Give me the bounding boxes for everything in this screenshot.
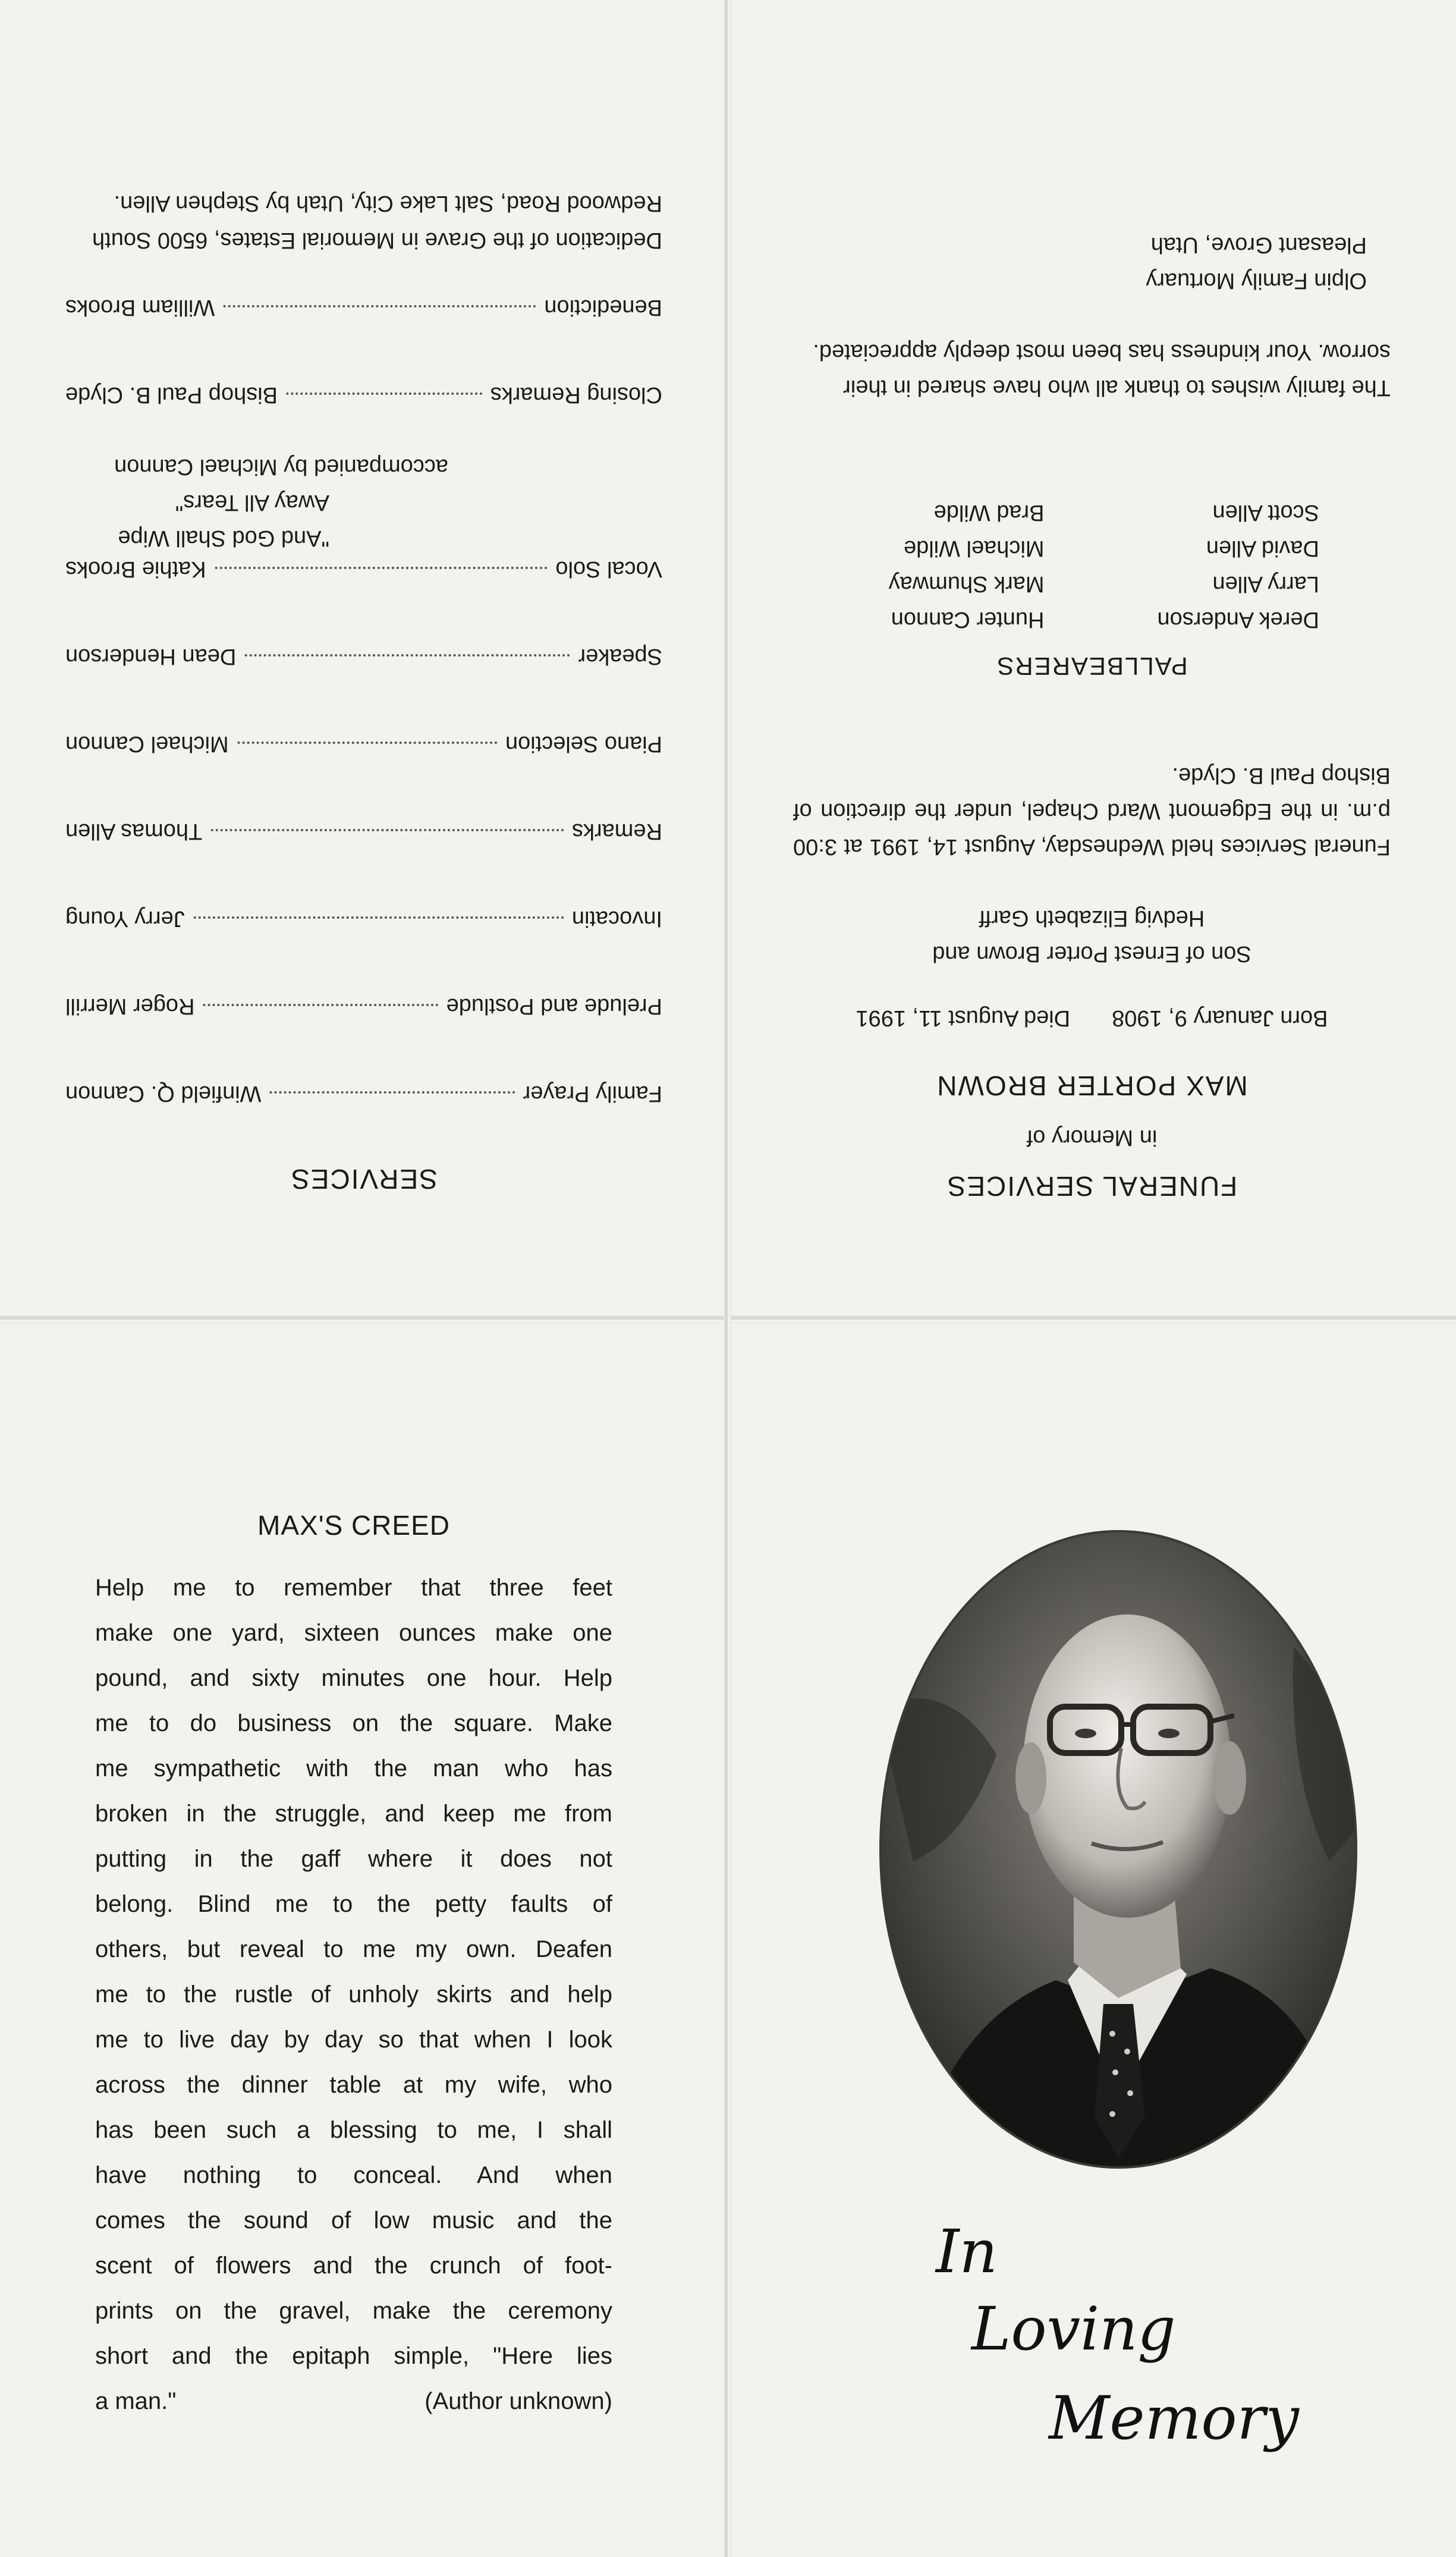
service-row	[65, 556, 662, 582]
funeral-title: FUNERAL SERVICES	[946, 1171, 1238, 1202]
pallbearer: David Allen	[1206, 536, 1319, 561]
service-person: Kathie Brooks	[65, 557, 206, 582]
creed-line: me sympathetic with the man who has	[95, 1755, 612, 1782]
creed-line: has been such a blessing to me, I shall	[95, 2117, 612, 2143]
script-memory: Memory	[1049, 2383, 1299, 2453]
service-label: Piano Selection	[505, 731, 662, 756]
creed-line: across the dinner table at my wife, who	[95, 2072, 612, 2098]
creed-line: pound, and sixty minutes one hour. Help	[95, 1665, 612, 1691]
parents-line: Son of Ernest Porter Brown and	[932, 941, 1251, 966]
pallbearers-title: PALLBEARERS	[996, 652, 1188, 680]
mortuary-name: Olpin Family Mortuary	[1146, 268, 1367, 293]
thank-you-note: The family wishes to thank all who have shared in their sorrow. Your kindness has been most deeply appreciated.	[813, 340, 1391, 400]
service-person: Michael Cannon	[65, 731, 229, 756]
service-details: Funeral Services held Wednesday, August 14, 1991 at 3:00 p.m. in the Edgemont Ward Chapel, under the direction of Bishop Paul B. Clyde.	[793, 763, 1391, 859]
creed-line: me to the rustle of unholy skirts and help	[95, 1981, 612, 2008]
pallbearer: Mark Shumway	[888, 571, 1045, 596]
creed-line: prints on the gravel, make the ceremony	[95, 2298, 612, 2324]
life-dates	[793, 1005, 1391, 1031]
service-label: Benediction	[544, 295, 662, 320]
portrait-photo	[878, 1528, 1359, 2170]
service-person: Dean Henderson	[65, 644, 237, 669]
service-row	[65, 818, 662, 844]
creed-author: (Author unknown)	[424, 2388, 612, 2414]
funeral-panel	[728, 0, 1456, 1319]
pallbearers-list	[793, 495, 1391, 637]
creed-line: me to do business on the square. Make	[95, 1710, 612, 1736]
service-label: Prelude and Postlude	[446, 994, 662, 1019]
service-row	[65, 643, 662, 669]
service-person: William Brooks	[65, 295, 215, 320]
services-title: SERVICES	[290, 1164, 438, 1195]
script-loving: Loving	[971, 2294, 1176, 2364]
script-in: In	[936, 2217, 998, 2286]
creed-line: belong. Blind me to the petty faults of	[95, 1891, 612, 1917]
pallbearer: Hunter Cannon	[891, 607, 1045, 632]
service-label: Family Prayer	[523, 1081, 662, 1106]
service-label: Vocal Solo	[555, 557, 662, 582]
creed-panel	[0, 1319, 728, 2557]
creed-line: putting in the gaff where it does not	[95, 1846, 612, 1872]
service-row	[65, 993, 662, 1019]
creed-line: others, but reveal to me my own. Deafen	[95, 1936, 612, 1962]
service-label: Remarks	[571, 819, 662, 844]
service-row	[65, 731, 662, 756]
service-row	[65, 906, 662, 931]
service-label: Invocatin	[571, 906, 662, 931]
creed-line: have nothing to conceal. And when	[95, 2162, 612, 2188]
creed-line: me to live day by day so that when I look	[95, 2027, 612, 2053]
vertical-fold	[724, 0, 731, 2557]
service-person: Winfield Q. Cannon	[65, 1081, 262, 1106]
deceased-name: MAX PORTER BROWN	[936, 1070, 1248, 1101]
service-person: Roger Merrill	[65, 994, 195, 1019]
creed-line: a man."	[95, 2388, 177, 2414]
service-row	[65, 1080, 662, 1106]
services-panel	[0, 0, 728, 1319]
service-person: Thomas Allen	[65, 819, 203, 844]
in-memory-of: in Memory of	[1026, 1125, 1158, 1150]
pallbearer: Michael Wilde	[903, 536, 1045, 561]
creed-line: short and the epitaph simple, "Here lies	[95, 2343, 612, 2369]
service-person: Jerry Young	[65, 906, 185, 931]
pallbearer: Brad Wilde	[933, 500, 1045, 525]
creed-body	[95, 1565, 612, 2379]
mortuary-location: Pleasant Grove, Utah	[1150, 233, 1367, 257]
creed-last-line	[95, 2379, 612, 2424]
service-row	[65, 294, 662, 320]
parents-line: Hedvig Elizabeth Garff	[979, 906, 1205, 931]
pallbearer: Derek Anderson	[1157, 607, 1319, 632]
creed-line: Help me to remember that three feet	[95, 1575, 612, 1601]
pallbearer: Larry Allen	[1212, 571, 1319, 596]
creed-line: broken in the struggle, and keep me from	[95, 1801, 612, 1827]
vocal-accompany: accompanied by Michael Cannon	[114, 454, 448, 479]
died-date: Died August 11, 1991	[856, 1006, 1071, 1031]
creed-line: comes the sound of low music and the	[95, 2207, 612, 2234]
service-person: Bishop Paul B. Clyde	[65, 382, 278, 407]
service-label: Speaker	[578, 644, 662, 669]
mortuary	[793, 227, 1391, 299]
vocal-song: "And God Shall Wipe Away All Tears"	[118, 490, 329, 551]
creed-title: MAX'S CREED	[257, 1510, 450, 1541]
dedication-text: Dedication of the Grave in Memorial Estates, 6500 South Redwood Road, Salt Lake City, Utah by Stephen Allen.	[92, 191, 662, 253]
service-row	[65, 382, 662, 407]
creed	[95, 1509, 612, 2424]
memorial-cover	[728, 1319, 1456, 2557]
services-content	[0, 0, 728, 1319]
pallbearer: Scott Allen	[1212, 500, 1319, 525]
funeral-content	[728, 0, 1456, 1319]
born-date: Born January 9, 1908	[1112, 1006, 1328, 1031]
creed-line: make one yard, sixteen ounces make one	[95, 1620, 612, 1646]
service-label: Closing Remarks	[490, 382, 662, 407]
parents	[793, 900, 1391, 972]
creed-line: scent of flowers and the crunch of foot-	[95, 2253, 612, 2279]
